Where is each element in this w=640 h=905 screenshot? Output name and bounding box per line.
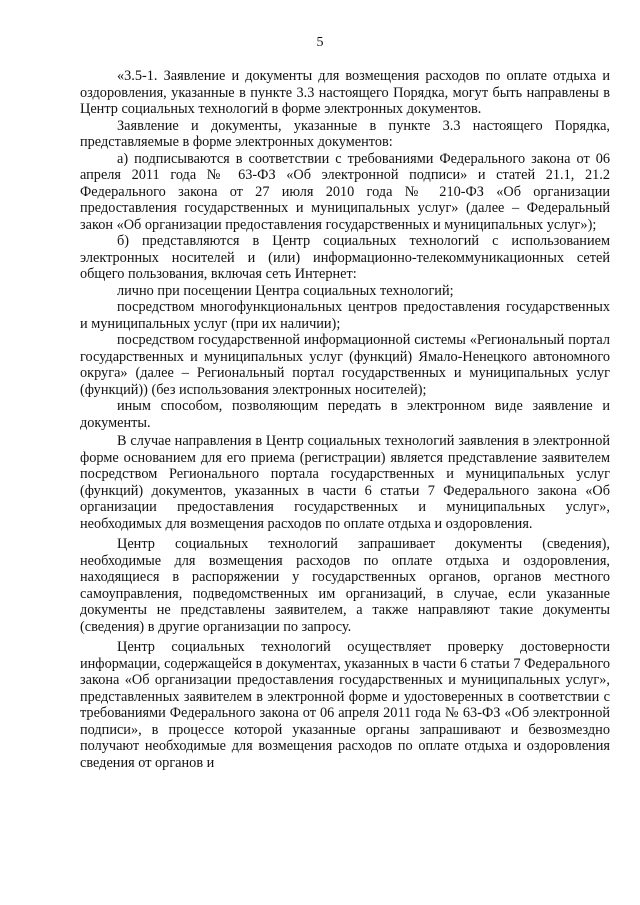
paragraph-3-5-1: «3.5-1. Заявление и документы для возмещения расходов по оплате отдыха и оздоровления, указанные в пункте 3.3 настоящего Порядка, могут быть направлены в Центр социальных технологий в форме электронных документов. [80,68,610,117]
paragraph-electronic-documents: Заявление и документы, указанные в пункте 3.3 настоящего Порядка, представляемые в форме электронных документов: [80,117,610,150]
document-body [80,68,610,771]
paragraph-regional-portal: посредством государственной информационной системы «Региональный портал государственных и муниципальных услуг (функций) Ямало-Ненецкого автономного округа» (далее – Региональный портал государственных и муниципальных услуг (функций)) (без использования электронных носителей); [80,332,610,398]
paragraph-mfc: посредством многофункциональных центров предоставления государственных и муниципальных услуг (при их наличии); [80,299,610,332]
paragraph-verification: Центр социальных технологий осуществляет проверку достоверности информации, содержащейся в документах, указанных в части 6 статьи 7 Федерального закона «Об организации предоставления государственных и муниципальных услуг», представленных заявителем в электронной форме и удостоверенных в соответствии с требованиями Федерального закона от 06 апреля 2011 года № 63-ФЗ «Об электронной подписи», в процессе которой указанные органы запрашивают и безвозмездно получают необходимые для возмещения расходов по оплате отдыха и оздоровления сведения от органов и [80,639,610,771]
paragraph-item-a: а) подписываются в соответствии с требованиями Федерального закона от 06 апреля 2011 года № 63-ФЗ «Об электронной подписи» и статей 21.1, 21.2 Федерального закона от 27 июля 2010 года № 210-ФЗ «Об организации предоставления государственных и муниципальных услуг» (далее – Федеральный закон «Об организации предоставления государственных и муниципальных услуг»); [80,150,610,233]
paragraph-document-requests: Центр социальных технологий запрашивает документы (сведения), необходимые для возмещения расходов по оплате отдыха и оздоровления, находящиеся в распоряжении у государственных органов, органов местного самоуправления, подведомственных им организаций, в случае, если указанные документы не представлены заявителем, а также направляют такие документы (сведения) в другие организации по запросу. [80,536,610,635]
paragraph-registration-basis: В случае направления в Центр социальных технологий заявления в электронной форме основанием для его приема (регистрации) является представление заявителем посредством Регионального портала государственных и муниципальных услуг (функций) документов, указанных в части 6 статьи 7 Федерального закона «Об организации предоставления государственных и муниципальных услуг», необходимых для возмещения расходов по оплате отдыха и оздоровления. [80,433,610,532]
paragraph-other-means: иным способом, позволяющим передать в электронном виде заявление и документы. [80,398,610,431]
paragraph-item-b: б) представляются в Центр социальных технологий с использованием электронных носителей и (или) информационно-телекоммуникационных сетей общего пользования, включая сеть Интернет: [80,233,610,282]
paragraph-in-person: лично при посещении Центра социальных технологий; [117,282,454,299]
page-number: 5 [316,35,324,50]
